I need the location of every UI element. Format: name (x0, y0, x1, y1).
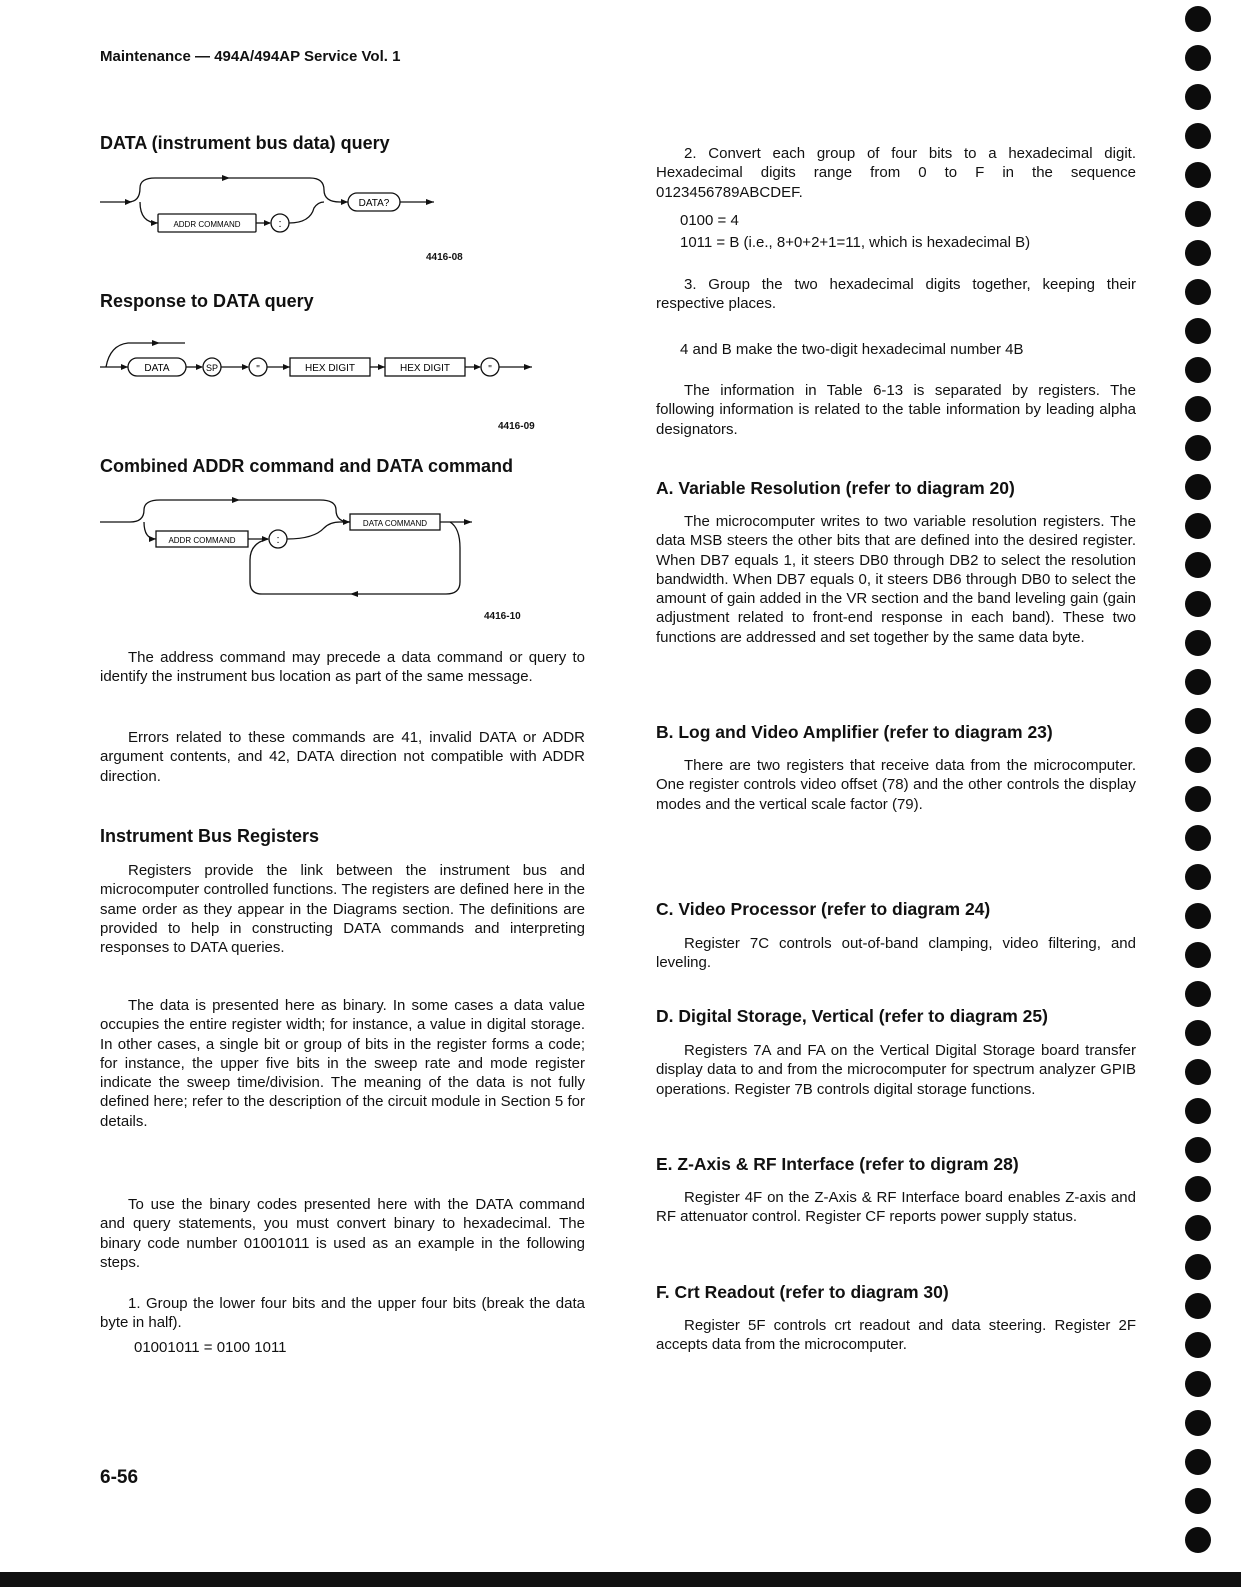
example-hex-4: 0100 = 4 (680, 212, 739, 229)
binder-hole (1185, 747, 1211, 773)
heading-response: Response to DATA query (100, 291, 314, 311)
binder-hole (1185, 903, 1211, 929)
binder-hole (1185, 123, 1211, 149)
fig2-quote-2: " (488, 364, 492, 375)
binder-hole (1185, 357, 1211, 383)
binder-hole (1185, 318, 1211, 344)
binder-hole (1185, 435, 1211, 461)
binder-hole (1185, 1020, 1211, 1046)
binder-hole (1185, 825, 1211, 851)
binder-hole (1185, 942, 1211, 968)
heading-combined: Combined ADDR command and DATA command (100, 456, 514, 476)
heading-section-b: B. Log and Video Amplifier (refer to diagram 23) (656, 722, 1053, 742)
paragraph-step2: 2. Convert each group of four bits to a hexadecimal digit. Hexadecimal digits range from 0 to F in the sequence 0123456789ABCDEF. (656, 145, 1136, 201)
paragraph-section-b: There are two registers that receive data from the microcomputer. One register controls video offset (78) and the other controls the display modes and the vertical scale factor (79). (656, 757, 1136, 813)
binder-hole-strip (1185, 0, 1225, 1587)
paragraph-section-a: The microcomputer writes to two variable resolution registers. The data MSB steers the other bits that are defined into the desired register. When DB7 equals 1, it steers DB0 through DB2 to select the resolution bandwidth. When DB7 equals 0, it steers DB6 through DB0 to select the amount of gain added in the VR section and the band leveling gain (gain adjustment related to front-end response in each band). These two functions are addressed and set together by the same data byte. (656, 513, 1136, 646)
fig1-colon: : (278, 218, 282, 230)
fig3-colon: : (276, 534, 280, 546)
binder-hole (1185, 1371, 1211, 1397)
binder-hole (1185, 240, 1211, 266)
binder-hole (1185, 1176, 1211, 1202)
fig2-data: DATA (144, 363, 170, 374)
paragraph-step1: 1. Group the lower four bits and the upper four bits (break the data byte in half). (100, 1295, 585, 1332)
syntax-diagram-combined (100, 488, 500, 613)
heading-registers: Instrument Bus Registers (100, 826, 320, 846)
figure-number-1: 4416-08 (426, 252, 463, 263)
paragraph-registers: Registers provide the link between the instrument bus and microcomputer controlled functions. The registers are defined here in the same order as they appear in the Diagrams section. The definitions are provided to help in constructing DATA commands and interpreting responses to DATA queries. (100, 862, 585, 957)
paragraph-binary: The data is presented here as binary. In some cases a data value occupies the entire register width; for instance, a value in digital storage. In other cases, a single bit or group of bits in the register forms a code; for instance, the upper five bits in the sweep rate and mode register indicate the sweep time/division. The meaning of the data is not fully defined here; refer to the description of the circuit module in Section 5 for details. (100, 997, 585, 1130)
example-hex-4b: 4 and B make the two-digit hexadecimal number 4B (680, 341, 1024, 358)
paragraph-errors: Errors related to these commands are 41, invalid DATA or ADDR argument contents, and 42, DATA direction not compatible with ADDR direction. (100, 729, 585, 785)
heading-section-e: E. Z-Axis & RF Interface (refer to digram 28) (656, 1154, 1019, 1174)
binder-hole (1185, 864, 1211, 890)
binder-hole (1185, 981, 1211, 1007)
binder-hole (1185, 591, 1211, 617)
paragraph-section-c: Register 7C controls out-of-band clamping, video filtering, and leveling. (656, 935, 1136, 972)
binder-hole (1185, 474, 1211, 500)
heading-section-a: A. Variable Resolution (refer to diagram 20) (656, 478, 1015, 498)
binder-hole (1185, 1332, 1211, 1358)
paragraph-address-command: The address command may precede a data command or query to identify the instrument bus location as part of the same message. (100, 649, 585, 686)
fig2-sp: SP (205, 363, 219, 373)
paragraph-section-d: Registers 7A and FA on the Vertical Digital Storage board transfer display data to and from the microcomputer for spectrum analyzer GPIB operations. Register 7B controls digital storage functions. (656, 1042, 1136, 1098)
example-hex-b: 1011 = B (i.e., 8+0+2+1=11, which is hexadecimal B) (680, 234, 1031, 251)
binder-hole (1185, 1254, 1211, 1280)
heading-section-f: F. Crt Readout (refer to diagram 30) (656, 1282, 949, 1302)
binder-hole (1185, 396, 1211, 422)
running-header: Maintenance — 494A/494AP Service Vol. 1 (100, 48, 401, 65)
heading-data-query: DATA (instrument bus data) query (100, 133, 390, 153)
binder-hole (1185, 1215, 1211, 1241)
fig1-addr-command: ADDR COMMAND (173, 220, 241, 229)
syntax-diagram-response (100, 325, 550, 405)
figure-number-2: 4416-09 (498, 421, 535, 432)
heading-section-d: D. Digital Storage, Vertical (refer to diagram 25) (656, 1006, 1048, 1026)
paragraph-section-f: Register 5F controls crt readout and data steering. Register 2F accepts data from the microcomputer. (656, 1317, 1136, 1354)
binder-hole (1185, 630, 1211, 656)
binder-hole (1185, 669, 1211, 695)
binder-hole (1185, 1293, 1211, 1319)
binder-hole (1185, 1098, 1211, 1124)
paragraph-section-e: Register 4F on the Z-Axis & RF Interface board enables Z-axis and RF attenuator control. Register CF reports power supply status. (656, 1189, 1136, 1226)
binder-hole (1185, 1488, 1211, 1514)
binder-hole (1185, 84, 1211, 110)
paragraph-table-intro: The information in Table 6-13 is separated by registers. The following information is related to the table information by leading alpha designators. (656, 382, 1136, 438)
binder-hole (1185, 201, 1211, 227)
fig3-addr-command: ADDR COMMAND (168, 536, 236, 545)
binder-hole (1185, 6, 1211, 32)
binder-hole (1185, 786, 1211, 812)
binder-hole (1185, 1137, 1211, 1163)
binder-hole (1185, 279, 1211, 305)
binder-hole (1185, 1449, 1211, 1475)
fig2-hex-digit-2: HEX DIGIT (399, 363, 451, 374)
paragraph-conversion: To use the binary codes presented here with the DATA command and query statements, you must convert binary to hexadecimal. The binary code number 01001011 is used as an example in the following steps. (100, 1196, 585, 1271)
binder-hole (1185, 1059, 1211, 1085)
binder-hole (1185, 1527, 1211, 1553)
fig2-hex-digit-1: HEX DIGIT (304, 363, 356, 374)
scan-edge-bar (0, 1572, 1241, 1587)
example-binary-split: 01001011 = 0100 1011 (134, 1339, 287, 1356)
page-number: 6-56 (100, 1467, 139, 1488)
binder-hole (1185, 708, 1211, 734)
binder-hole (1185, 162, 1211, 188)
fig2-quote-1: " (256, 364, 260, 375)
binder-hole (1185, 45, 1211, 71)
fig1-data-query: DATA? (358, 198, 390, 209)
fig3-data-command: DATA COMMAND (362, 519, 428, 528)
binder-hole (1185, 1410, 1211, 1436)
binder-hole (1185, 513, 1211, 539)
paragraph-step3: 3. Group the two hexadecimal digits together, keeping their respective places. (656, 276, 1136, 313)
heading-section-c: C. Video Processor (refer to diagram 24) (656, 899, 991, 919)
binder-hole (1185, 552, 1211, 578)
figure-number-3: 4416-10 (484, 611, 521, 622)
